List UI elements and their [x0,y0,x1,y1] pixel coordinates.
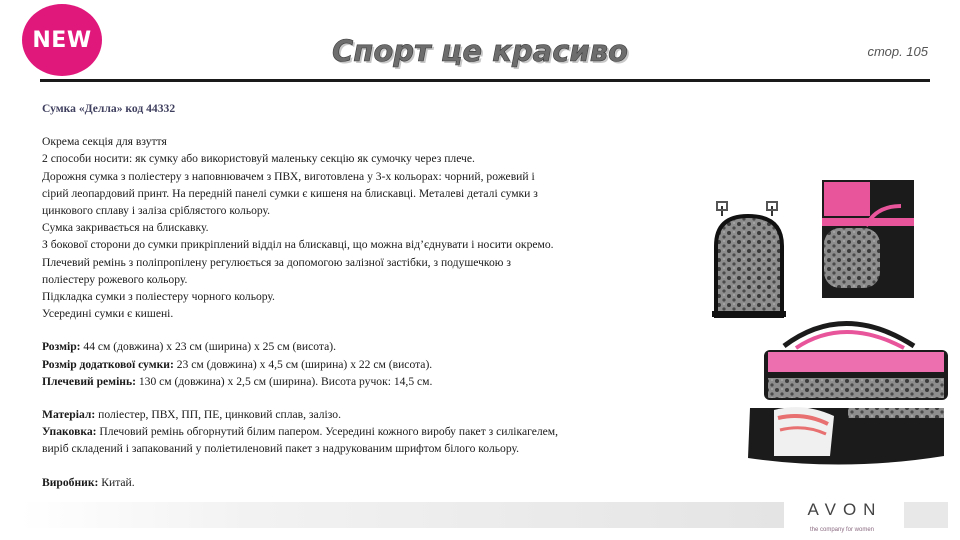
bag-photo-small [706,176,914,326]
spec-maker [42,474,642,491]
new-badge-label: NEW [32,27,92,53]
footer-block [904,502,948,528]
desc-line: Окрема секція для взуття [42,135,167,149]
desc-line: Усередині сумки є кишені. [42,307,174,321]
desc-line: сірий леопардовий принт. На передній панелі сумки є кишеня на блискавці. Металеві деталі сумки з [42,186,538,200]
page-title: Спорт це красиво [332,34,628,68]
page-number: стор. 105 [867,44,928,59]
desc-line: Підкладка сумки з поліестеру чорного кольору. [42,290,275,304]
spec-value: поліестер, ПВХ, ПП, ПЕ, цинковий сплав, залізо. [95,408,341,422]
spacer [42,390,642,406]
desc-line: Плечевий ремінь з поліпропілену регулюється за допомогою залізної застібки, з подушечкою з [42,255,511,269]
spec-side-size [42,356,642,373]
spec-value: 23 см (довжина) х 4,5 см (ширина) х 22 см (висота). [173,357,433,371]
footer-strip [20,502,784,528]
spec-label: Розмір додаткової сумки: [42,357,174,371]
avon-wordmark: AVON [807,500,883,519]
spec-label: Розмір: [42,340,81,354]
spec-strap [42,373,642,390]
spec-value: 14,5 см. [390,374,433,388]
desc-line: Сумка закривається на блискавку. [42,221,209,235]
spec-value: Плечовий ремінь обгорнутий білим папером. Усередині кожного виробу пакет з силікагелем, [96,425,559,439]
spec-packaging-cont: виріб складений і запакований у поліетиленовий пакет з надрукованим шрифтом білого кольору. [42,442,519,456]
spec-label: Виробник: [42,475,99,489]
spec-size [42,338,642,355]
avon-tagline: the company for women [809,527,875,533]
desc-line: поліестеру рожевого кольору. [42,272,188,286]
spec-packaging [42,423,642,440]
header-rule [40,79,930,82]
product-description [42,100,642,491]
desc-line: З бокової сторони до сумки прикріплений відділ на блискавці, що можна від’єднувати і носити окремо. [42,238,554,252]
avon-logo [794,500,890,535]
desc-line: цинкового сплаву і заліза сріблястого кольору. [42,204,271,218]
desc-line: Дорожня сумка з поліестеру з наповнювачем з ПВХ, виготовлена у 3-х кольорах: чорний, рожевий і [42,169,535,183]
spec-value: 44 см (довжина) х 23 см (ширина) х 25 см (висота). [80,340,336,354]
spec-label: Матеріал: [42,408,96,422]
spec-label: Плечевий ремінь: [42,374,136,388]
spec-value: 130 см (довжина) х 2,5 см (ширина). Висота ручок: [135,374,391,388]
spec-label: Упаковка: [42,425,97,439]
bag-photo-large [744,306,950,474]
spec-material [42,406,642,423]
spacer [42,322,642,338]
spec-value: Китай. [98,475,135,489]
desc-line: 2 способи носити: як сумку або використовуй маленьку секцію як сумочку через плече. [42,152,475,166]
product-heading: Сумка «Делла» код 44332 [42,102,176,115]
spacer [42,458,642,474]
